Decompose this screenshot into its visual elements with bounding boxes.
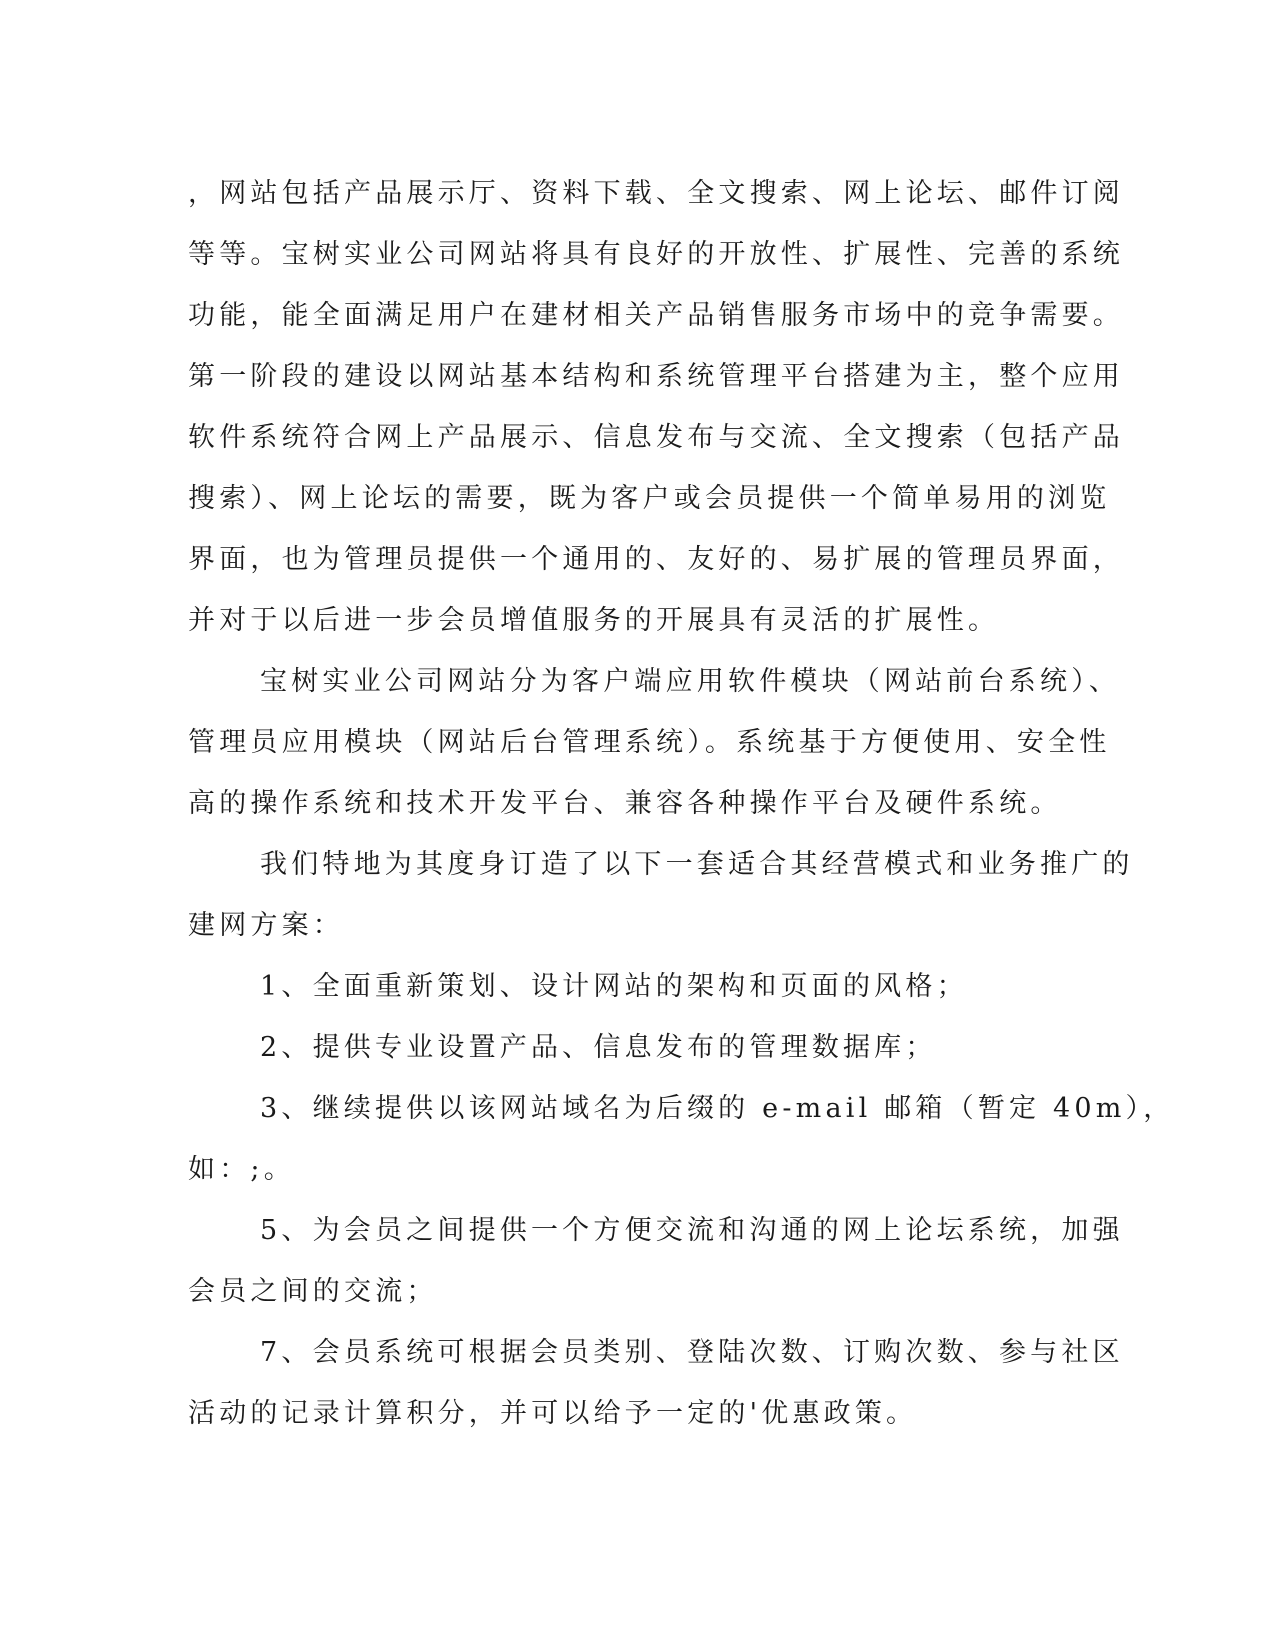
paragraph-start-line: 我们特地为其度身订造了以下一套适合其经营模式和业务推广的 (260, 849, 1134, 880)
text-line: 软件系统符合网上产品展示、信息发布与交流、全文搜索（包括产品 (188, 422, 1124, 453)
list-item-2: 2、提供专业设置产品、信息发布的管理数据库； (260, 1032, 937, 1063)
list-item-1: 1、全面重新策划、设计网站的架构和页面的风格； (260, 971, 968, 1002)
text-line: 会员之间的交流； (188, 1276, 438, 1307)
list-item-5: 5、为会员之间提供一个方便交流和沟通的网上论坛系统，加强 (260, 1215, 1124, 1246)
text-line: 建网方案： (188, 910, 344, 941)
text-line: 活动的记录计算积分，并可以给予一定的'优惠政策。 (188, 1398, 918, 1429)
paragraph-start-line: 宝树实业公司网站分为客户端应用软件模块（网站前台系统）、 (260, 666, 1121, 697)
text-line: 等等。宝树实业公司网站将具有良好的开放性、扩展性、完善的系统 (188, 239, 1124, 270)
list-item-7: 7、会员系统可根据会员类别、登陆次数、订购次数、参与社区 (260, 1337, 1124, 1368)
body-text (188, 163, 1175, 1444)
text-line: 并对于以后进一步会员增值服务的开展具有灵活的扩展性。 (188, 605, 1000, 636)
text-line: ，网站包括产品展示厅、资料下载、全文搜索、网上论坛、邮件订阅 (188, 178, 1124, 209)
text-line: 管理员应用模块（网站后台管理系统）。系统基于方便使用、安全性 (188, 727, 1111, 758)
text-line: 界面，也为管理员提供一个通用的、友好的、易扩展的管理员界面， (188, 544, 1124, 575)
text-line: 搜索）、网上论坛的需要，既为客户或会员提供一个简单易用的浏览 (188, 483, 1111, 514)
list-item-3: 3、继续提供以该网站域名为后缀的 e-mail 邮箱（暂定 40m）， (260, 1093, 1175, 1124)
text-line: 高的操作系统和技术开发平台、兼容各种操作平台及硬件系统。 (188, 788, 1062, 819)
text-line: 如：;。 (188, 1154, 295, 1185)
text-line: 功能，能全面满足用户在建材相关产品销售服务市场中的竞争需要。 (188, 300, 1124, 331)
text-line: 第一阶段的建设以网站基本结构和系统管理平台搭建为主，整个应用 (188, 361, 1124, 392)
